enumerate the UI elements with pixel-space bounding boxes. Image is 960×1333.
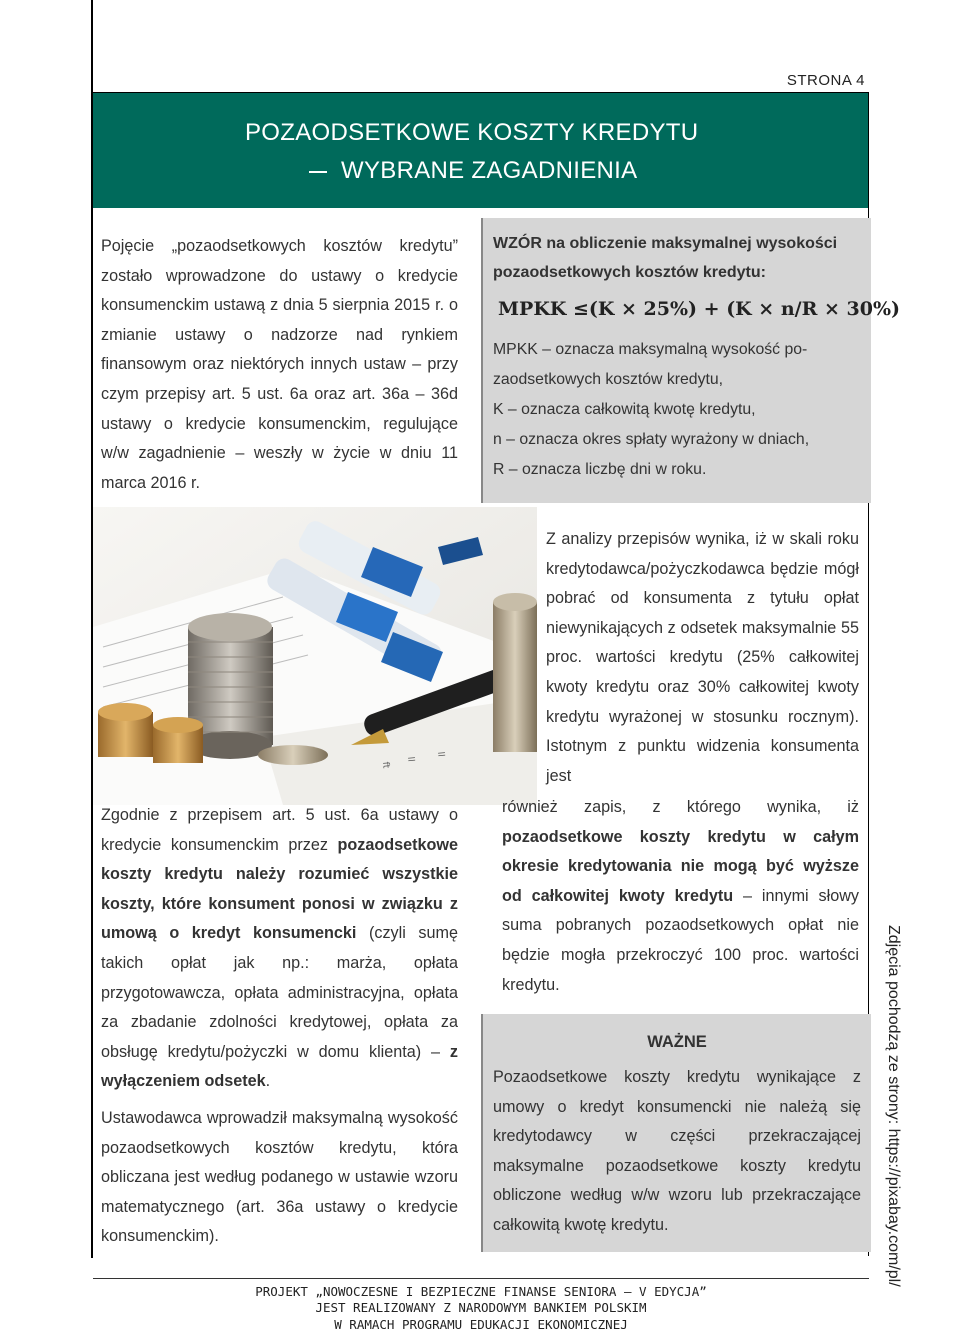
formula-rhs: ≤(K × 25%) + (K × n/R × 30%) [572,298,901,320]
analysis-bold-text: pozaodsetkowe koszty kredytu w całym okresie kredytowania nie mogą być wyższe od całkowitej kwoty kredytu [502,827,859,905]
important-body: Pozaodsetkowe koszty kredytu wynikające z umowy o kredyt konsumencki nie należą się kredytodawcy w części przekraczającej maksymalne pozaodsetkowe koszty kredytu obliczone według w/w wzoru lub przekraczające całkowitą kwotę kredytu. [493,1068,861,1234]
formula-box [481,218,901,503]
svg-text:ft: ft [380,761,391,769]
formula [498,298,900,320]
text-run: . [265,1072,271,1091]
footer-line: JEST REALIZOWANY Z NARODOWYM BANKIEM POLSKIM [315,1300,647,1316]
intro-paragraph [101,232,458,498]
text-run: (czyli sumę takich opłat jak np.: marża, opłata przygotowawcza, opłata administracyjna, opłata za zbadanie zdolności kredytowej, opłata za obsługę kredytu/pożyczki w domu klienta) – [101,924,458,1061]
formula-definitions [493,335,863,485]
intro-text: Pojęcie „pozaodsetkowych kosztów kredytu” zostało wprowadzone do ustawy o kredycie konsumenckim ustawą z dnia 5 sierpnia 2015 r. o zmianie ustawy o nadzorze nad rynkiem finansowym oraz niektórych innych ustaw – przy czym przepisy art. 5 ust. 6a oraz art. 36a – 36d ustawy o kredycie konsumenckim, regulujące w/w zagadnienie – weszły w życie w dniu 11 marca 2016 r. [101,237,458,492]
footer-line: W RAMACH PROGRAMU EDUKACJI EKONOMICZNEJ [334,1316,628,1332]
definition-line: zaodsetkowych kosztów kredytu, [493,371,724,388]
analysis-text: również zapis, z którego wynika, iż [502,798,859,816]
footer-rule [93,1278,869,1279]
analysis-paragraph: Z analizy przepisów wynika, iż w skali roku kredytodawca/pożyczkodawca będzie mógł pobrać od konsumenta z tytułu opłat niewynikających z odsetek maksymalnie 55 proc. wartości kredytu (25% całkowitej kwoty kredytu oraz 30% całkowitej kwoty kredytu wyrażonej w stosunku rocznym). Istotnym z punktu widzenia konsumenta jest [546,530,859,785]
important-box [481,1014,871,1252]
footer-line: PROJEKT „NOWOCZESNE I BEZPIECZNE FINANSE SENIORA – V EDYCJA” [255,1284,707,1299]
analysis-text-end: – innymi słowy suma pobranych pozaodsetkowych opłat nie będzie mogła przekroczyć 100 proc. wartości kredytu. [502,886,859,994]
formula-lhs: MPKK [498,298,567,320]
title-banner [93,93,868,208]
definition-line: n – oznacza okres spłaty wyrażony w dniach, [493,431,810,448]
page-number: STRONA 4 [786,72,865,89]
coins-and-pens-illustration [93,507,537,805]
photo-credit-text: Zdjęcia pochodzą ze strony: https://pixabay.com/pl/ [885,925,902,1287]
banner-title-line1: POZAODSETKOWE KOSZTY KREDYTU [245,119,699,146]
photo-credit [884,925,906,1287]
footer [93,1284,869,1333]
important-title: WAŻNE [647,1033,707,1051]
text-run: Zgodnie z przepisem art. 5 ust. 6a ustawy o kredycie konsumenckim przez [101,806,458,854]
bold-run: z wyłączeniem odsetek [101,1042,458,1091]
definition-text [101,801,458,1097]
banner-subtitle: WYBRANE ZAGADNIENIA [341,157,638,184]
analysis-paragraph-continued [502,793,859,1000]
banner-title-line2 [309,157,637,185]
definition-paragraph [101,801,458,1097]
svg-text:ll: ll [435,751,446,758]
definition-line: MPKK – oznacza maksymalną wysokość po- [493,341,808,358]
bold-run: pozaodsetkowe koszty kredytu należy rozumieć wszystkie koszty, które konsument ponosi w związku z umową o kredyt konsumencki [101,835,458,943]
definition-line: R – oznacza liczbę dni w roku. [493,461,707,478]
legislator-text: Ustawodawca wprowadził maksymalną wysokość pozaodsetkowych kosztów kredytu, która obliczana jest według podanego w ustawie wzoru matematycznego (art. 36a ustawy o kredycie konsumenckim). [101,1109,458,1246]
formula-heading: WZÓR na obliczenie maksymalnej wysokości pozaodsetkowych kosztów kredytu: [493,235,838,281]
definition-line: K – oznacza całkowitą kwotę kredytu, [493,401,756,418]
svg-text:ll: ll [405,756,416,763]
finance-photo [93,507,537,805]
dash-glyph [309,171,327,173]
legislator-paragraph [101,1104,458,1252]
